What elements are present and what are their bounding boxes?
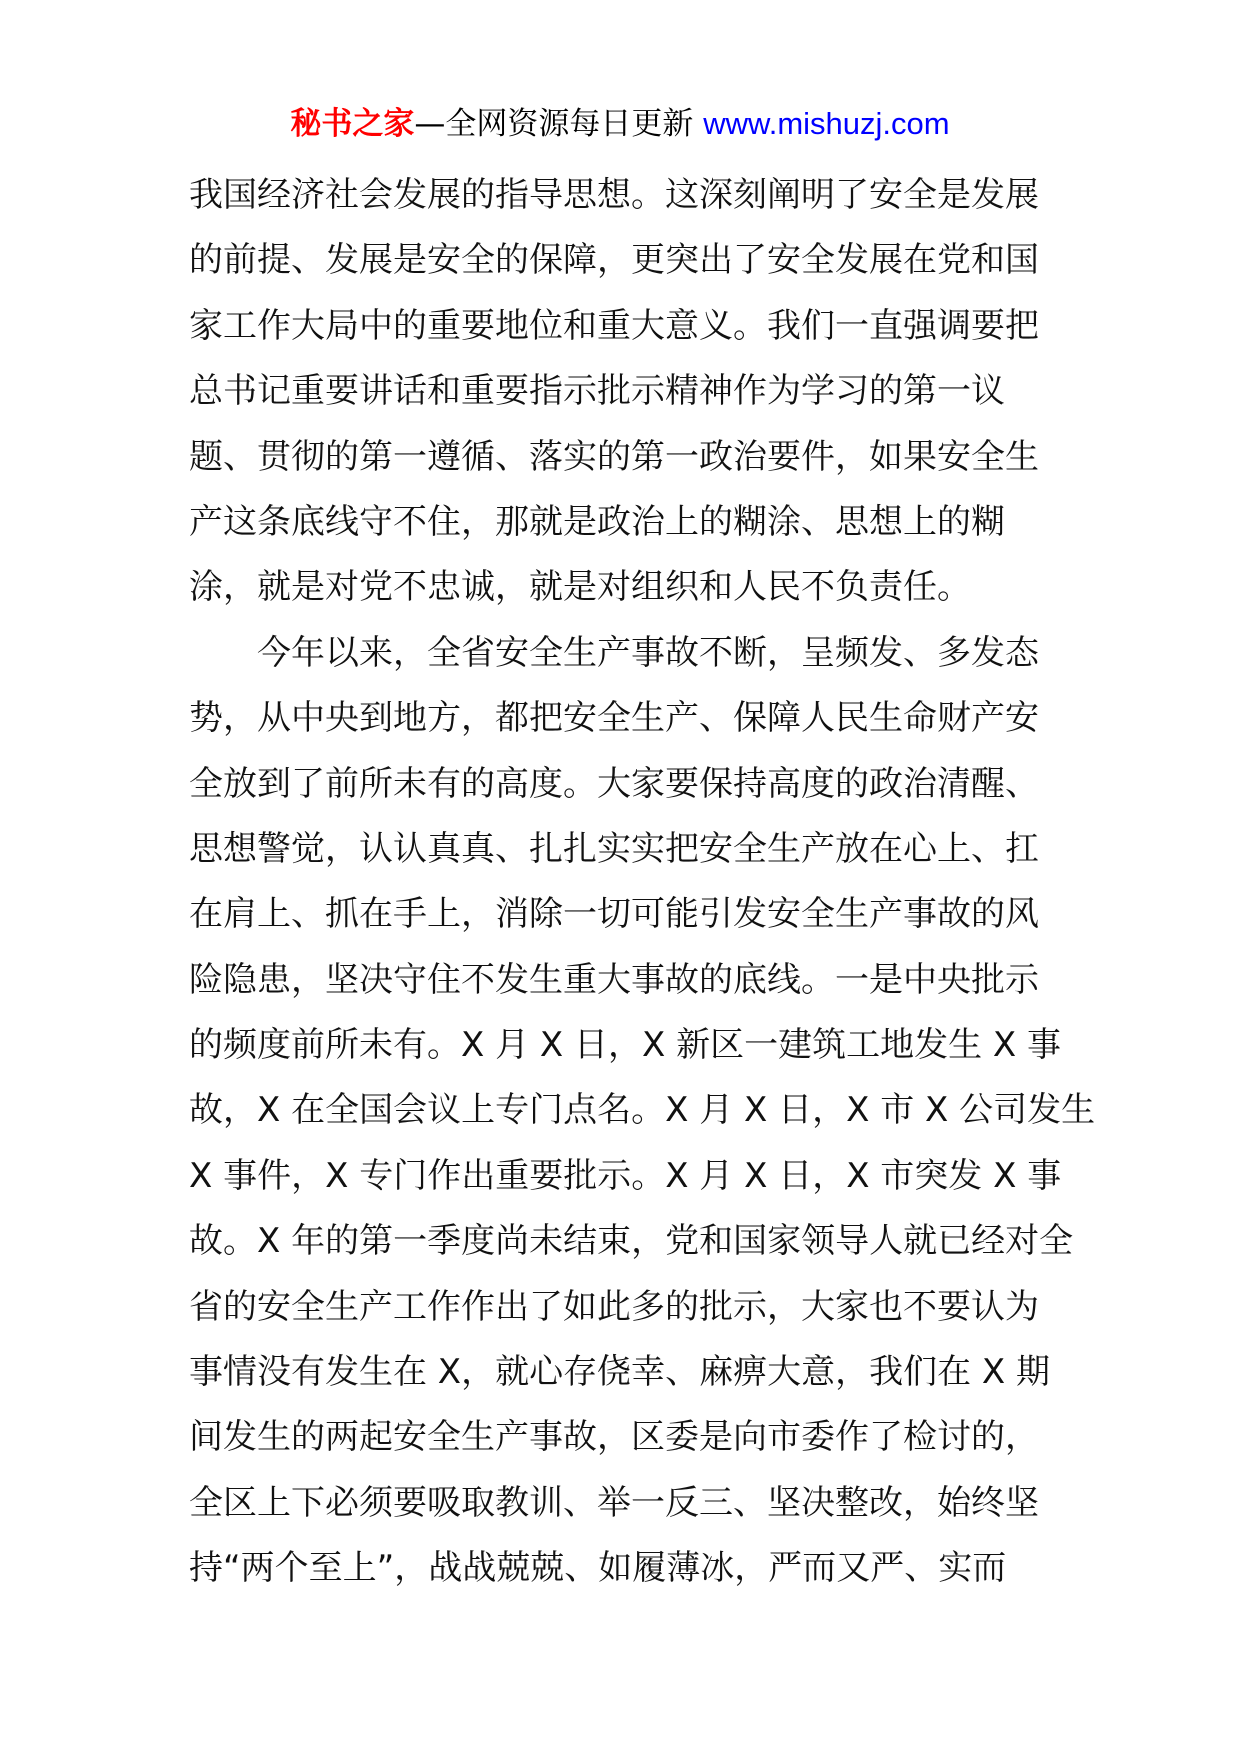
- site-tagline: —全网资源每日更新: [414, 106, 704, 142]
- text-line: 全区上下必须要吸取教训、举一反三、坚决整改，始终坚: [189, 1482, 1039, 1523]
- text-line: 故。X 年的第一季度尚未结束，党和国家领导人就已经对全: [189, 1221, 1074, 1262]
- text-line: 间发生的两起安全生产事故，区委是向市委作了检讨的，: [189, 1417, 1039, 1458]
- text-line: 思想警觉，认认真真、扎扎实实把安全生产放在心上、扛: [189, 828, 1039, 869]
- text-line: 全放到了前所未有的高度。大家要保持高度的政治清醒、: [189, 763, 1039, 804]
- text-line: 省的安全生产工作作出了如此多的批示，大家也不要认为: [189, 1286, 1039, 1327]
- text-line: 在肩上、抓在手上，消除一切可能引发安全生产事故的风: [189, 894, 1039, 935]
- site-url-link[interactable]: www.mishuzj.com: [703, 106, 950, 141]
- text-line: 事情没有发生在 X，就心存侥幸、麻痹大意，我们在 X 期: [189, 1352, 1051, 1393]
- text-line: 家工作大局中的重要地位和重大意义。我们一直强调要把: [189, 305, 1039, 346]
- text-line: 势，从中央到地方，都把安全生产、保障人民生命财产安: [189, 698, 1039, 739]
- text-line: 涂，就是对党不忠诚，就是对组织和人民不负责任。: [189, 567, 971, 608]
- site-header: [0, 102, 1240, 146]
- text-line: 故，X 在全国会议上专门点名。X 月 X 日，X 市 X 公司发生: [189, 1090, 1096, 1131]
- paragraph-first-line: 今年以来，全省安全生产事故不断，呈频发、多发态: [257, 632, 1039, 673]
- document-body: [189, 163, 1096, 1602]
- text-line: 的频度前所未有。X 月 X 日，X 新区一建筑工地发生 X 事: [189, 1025, 1062, 1066]
- text-line: 总书记重要讲话和重要指示批示精神作为学习的第一议: [189, 371, 1005, 412]
- text-line: 持“两个至上”，战战兢兢、如履薄冰，严而又严、实而: [189, 1548, 1007, 1589]
- text-line: 险隐患，坚决守住不发生重大事故的底线。一是中央批示: [189, 959, 1039, 1000]
- site-brand: 秘书之家: [290, 106, 415, 142]
- text-line: X 事件，X 专门作出重要批示。X 月 X 日，X 市突发 X 事: [189, 1155, 1062, 1196]
- text-line: 我国经济社会发展的指导思想。这深刻阐明了安全是发展: [189, 175, 1039, 215]
- text-line: 产这条底线守不住，那就是政治上的糊涂、思想上的糊: [189, 501, 1005, 542]
- text-line: 的前提、发展是安全的保障，更突出了安全发展在党和国: [189, 240, 1039, 281]
- text-line: 题、贯彻的第一遵循、落实的第一政治要件，如果安全生: [189, 436, 1039, 477]
